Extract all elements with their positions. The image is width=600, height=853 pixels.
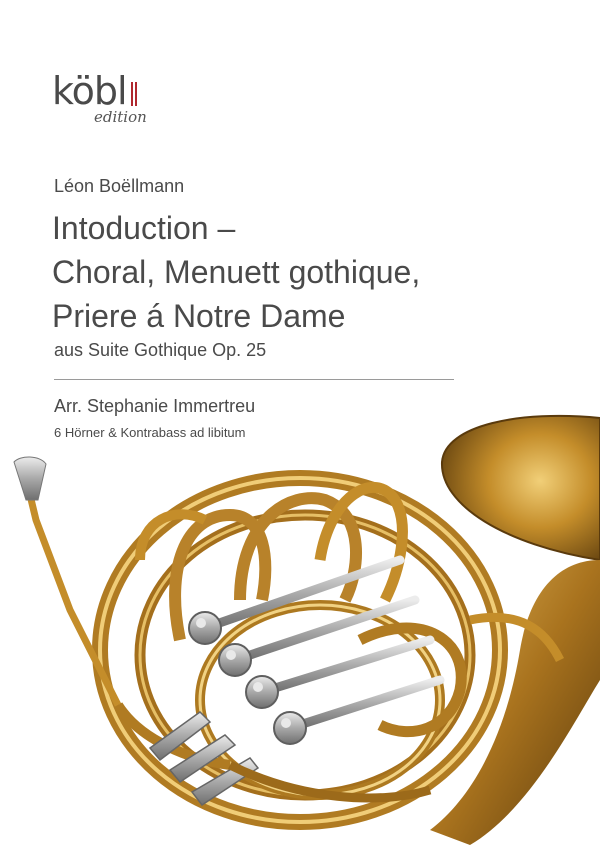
work-subtitle: aus Suite Gothique Op. 25 <box>54 340 267 360</box>
divider <box>54 379 454 380</box>
arranger-name: Arr. Stephanie Immertreu <box>54 396 256 416</box>
work-title <box>52 206 420 338</box>
publisher-logo <box>52 69 162 142</box>
logo-subtitle: edition <box>94 108 147 126</box>
french-horn-illustration <box>0 405 600 853</box>
title-line: Intoduction – <box>52 210 236 246</box>
instrumentation: 6 Hörner & Kontrabass ad libitum <box>54 425 246 440</box>
composer-name: Léon Boëllmann <box>54 176 185 196</box>
logo-accent-bars <box>131 82 138 106</box>
title-line: Priere á Notre Dame <box>52 298 346 334</box>
title-line: Choral, Menuett gothique, <box>52 254 421 290</box>
logo-wordmark: köbl <box>52 69 127 113</box>
